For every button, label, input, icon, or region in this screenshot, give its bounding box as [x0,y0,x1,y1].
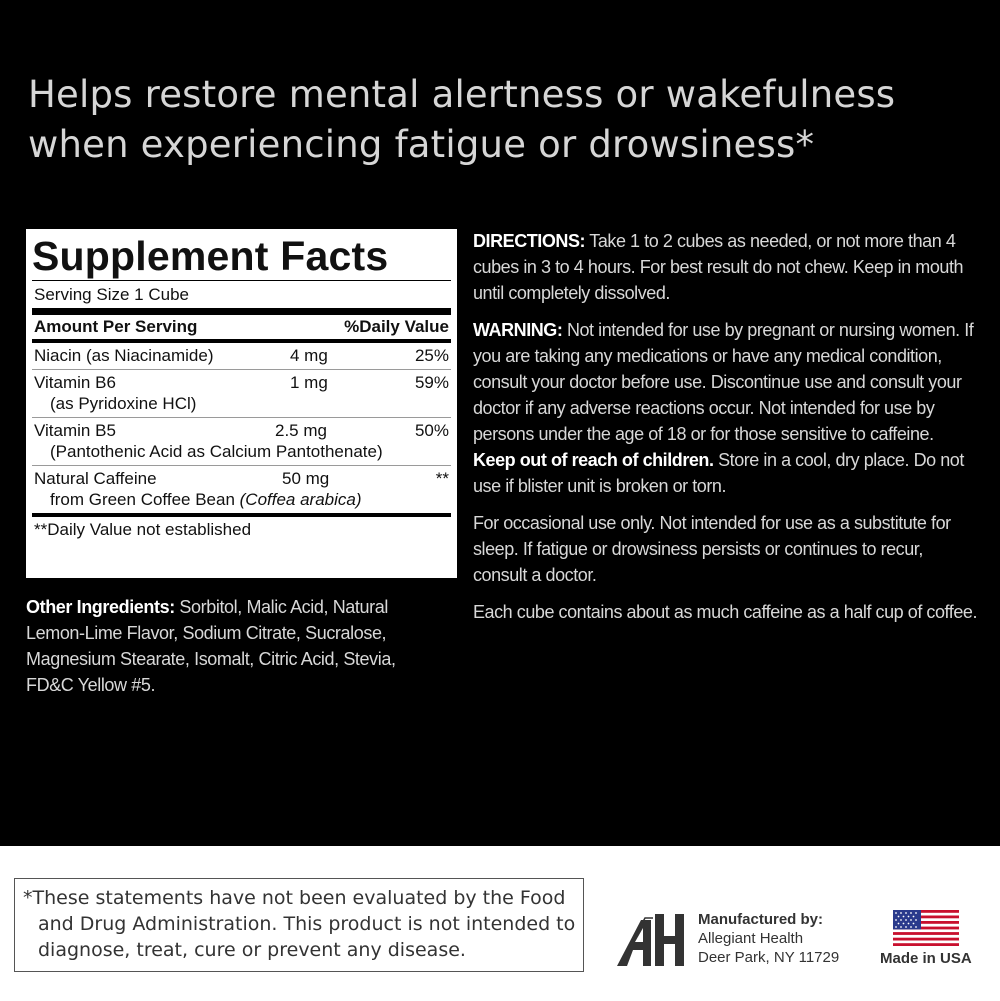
allegiant-health-logo-icon [615,910,693,968]
disclaimer-line-1: *These statements have not been evaluated by the Food [23,887,566,909]
facts-row-niacin [32,343,451,369]
botanical-name: (Coffea arabica) [239,490,362,509]
other-ingredients [26,594,446,698]
nutrient-dv: ** [435,469,449,488]
nutrient-source: (Pantothenic Acid as Calcium Pantothenate) [50,442,383,461]
directions-paragraph [473,228,978,306]
facts-title: Supplement Facts [32,233,389,279]
fda-disclaimer [14,878,584,972]
warning-paragraph [473,317,978,499]
directions-text: Take 1 to 2 cubes as needed, or not more than 4 cubes in 3 to 4 hours. For best result do not chew. Keep in mouth until completely dissolved. [473,231,964,303]
manufacturer-name: Allegiant Health [698,930,804,947]
made-in-usa: Made in USA [880,950,972,967]
directions-label: DIRECTIONS: [473,231,586,251]
nutrient-amount: 50 mg [282,469,330,488]
us-flag-icon [893,910,959,946]
manufacturer-title: Manufactured by: [698,911,824,928]
amount-per-serving-header: Amount Per Serving [34,317,198,336]
nutrient-name: Niacin (as Niacinamide) [34,346,214,365]
label-directions-column [473,228,978,636]
facts-row-caffeine [32,465,451,513]
nutrient-dv: 59% [414,373,449,392]
nutrient-name: Vitamin B6 [34,373,116,392]
nutrient-dv: 25% [414,346,449,365]
nutrient-name: Natural Caffeine [34,469,157,488]
headline [28,70,988,170]
facts-footnote: **Daily Value not established [32,513,451,543]
nutrient-amount: 4 mg [290,346,328,365]
serving-size: Serving Size 1 Cube [32,280,451,308]
daily-value-header: %Daily Value [344,317,449,336]
disclaimer-line-2: and Drug Administration. This product is not intended to [38,913,576,935]
headline-line-2: when experiencing fatigue or drowsiness* [28,123,815,166]
warning-storage: Store in a cool, dry place. Do not use if blister unit is broken or torn. [473,450,964,496]
facts-row-vitamin-b6 [32,369,451,417]
supplement-facts-panel [26,229,457,578]
disclaimer-line-3: diagnose, treat, cure or prevent any disease. [38,939,466,961]
headline-line-1: Helps restore mental alertness or wakefulness [28,73,896,116]
caffeine-note: Each cube contains about as much caffeine as a half cup of coffee. [473,602,977,622]
warning-children: Keep out of reach of children. [473,450,714,470]
nutrient-source: (as Pyridoxine HCl) [50,394,197,413]
facts-header [32,315,451,339]
manufacturer-info [698,910,839,967]
footer-band [0,846,1000,1001]
facts-row-vitamin-b5 [32,417,451,465]
other-ingredients-label: Other Ingredients: [26,597,175,617]
warning-label: WARNING: [473,320,563,340]
nutrient-amount: 1 mg [290,373,328,392]
nutrient-source: from Green Coffee Bean (Coffea arabica) [50,490,362,509]
occasional-use-paragraph: For occasional use only. Not intended for use as a substitute for sleep. If fatigue or drowsiness persists or continues to recur, consult a doctor. [473,513,951,585]
manufacturer-address: Deer Park, NY 11729 [698,949,840,966]
warning-text: Not intended for use by pregnant or nursing women. If you are taking any medications or have any medical condition, consult your doctor before use. Discontinue use and consult your doctor if any adverse reactions occur. Not intended for use by persons under the age of 18 or for those sensitive to caffeine. [473,320,974,444]
nutrient-amount: 2.5 mg [275,421,327,440]
nutrient-dv: 50% [414,421,449,440]
other-ingredients-text: Sorbitol, Malic Acid, Natural Lemon-Lime Flavor, Sodium Citrate, Sucralose, Magnesium Stearate, Isomalt, Citric Acid, Stevia, FD&C Yellow #5. [26,597,396,695]
nutrient-name: Vitamin B5 [34,421,116,440]
